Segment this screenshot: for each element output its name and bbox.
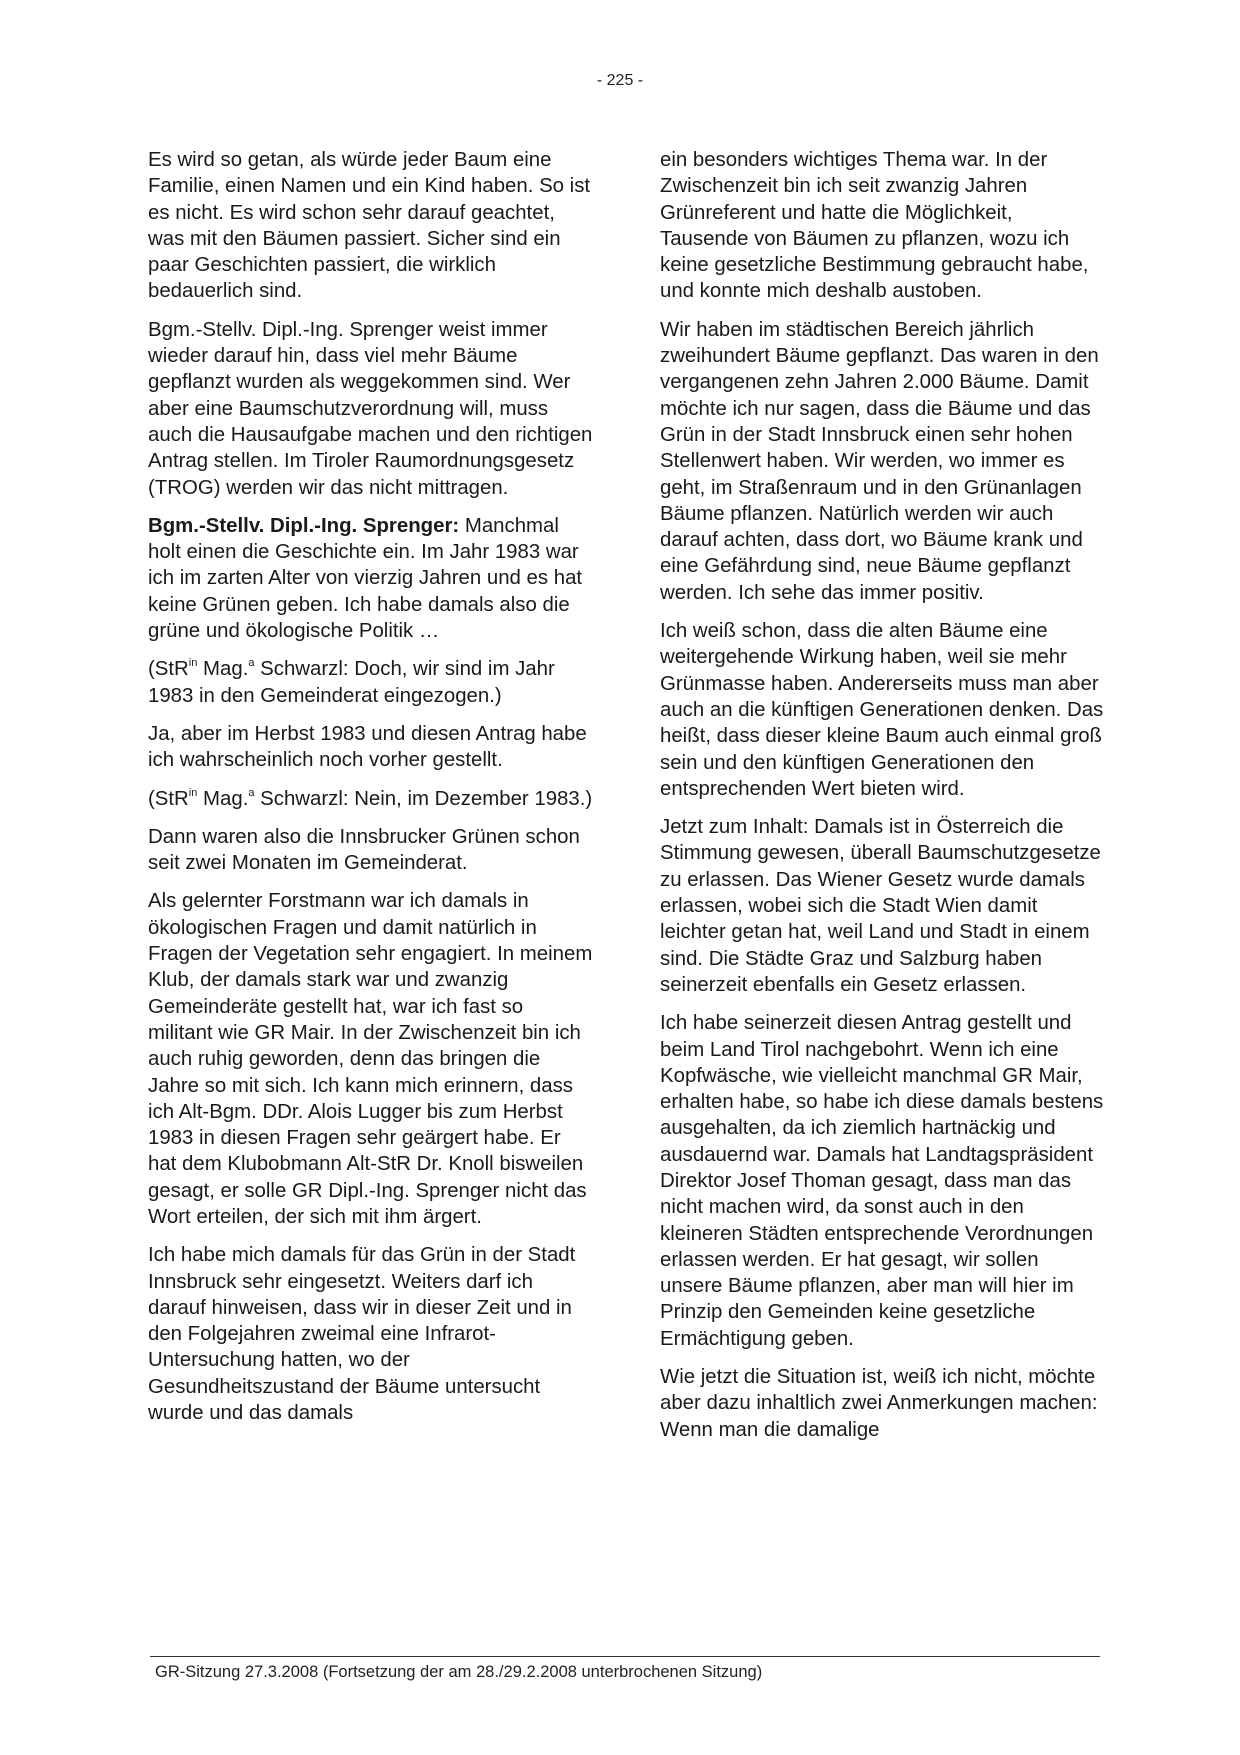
paragraph: Ich weiß schon, dass die alten Bäume eine weitergehende Wirkung haben, weil sie mehr Grünmasse haben. Andererseits muss man aber auch an die künftigen Generationen denken. Das heißt, dass dieser kleine Baum auch einmal groß sein und den künftigen Generationen den entsprechenden Wert bieten wird. — [660, 620, 1104, 800]
footer-divider — [150, 1656, 1100, 1657]
left-column — [148, 147, 593, 1438]
interjection-text: Schwarzl: Nein, im Dezember 1983.) — [254, 787, 593, 810]
paragraph: Bgm.-Stellv. Dipl.-Ing. Sprenger weist immer wieder darauf hin, dass viel mehr Bäume gepflanzt wurden als weggekommen sind. Wer aber eine Baumschutzverordnung will, muss auch die Hausaufgabe machen und den richtigen Antrag stellen. Im Tiroler Raumordnungsgesetz (TROG) werden wir das nicht mittragen. — [148, 318, 593, 499]
speaker-name: Bgm.-Stellv. Dipl.-Ing. Sprenger: — [148, 514, 460, 537]
paragraph: Als gelernter Forstmann war ich damals in ökologischen Fragen und damit natürlich in Fragen der Vegetation sehr engagiert. In meinem Klub, der damals stark war und zwanzig Gemeinderäte gestellt hat, war ich fast so militant wie GR Mair. In der Zwischenzeit bin ich auch ruhig geworden, denn das bringen die Jahre so mit sich. Ich kann mich erinnern, dass ich Alt-Bgm. DDr. Alois Lugger bis zum Herbst 1983 in diesen Fragen sehr geärgert habe. Er hat dem Klubobmann Alt-StR Dr. Knoll bisweilen gesagt, er solle GR Dipl.-Ing. Sprenger nicht das Wort erteilen, der sich mit ihm ärgert. — [148, 890, 593, 1228]
paragraph: Ich habe seinerzeit diesen Antrag gestellt und beim Land Tirol nachgebohrt. Wenn ich eine Kopfwäsche, wie vielleicht manchmal GR Mair, erhalten habe, so habe ich diese damals bestens ausgehalten, da ich ziemlich hartnäckig und ausdauernd war. Damals hat Landtagspräsident Direktor Josef Thoman gesagt, dass man das nicht machen wird, da sonst auch in den kleineren Städten entsprechende Verordnungen erlassen werden. Er hat gesagt, wir sollen unsere Bäume pflanzen, aber man will hier im Prinzip den Gemeinden keine gesetzliche Ermächtigung geben. — [660, 1012, 1104, 1350]
right-column — [660, 147, 1105, 1455]
superscript: a — [248, 657, 255, 670]
speaker-text: Manchmal holt einen die Geschichte ein. Im Jahr 1983 war ich im zarten Alter von vierzig Jahren und es hat keine Grünen geben. Ich habe damals also die grüne und ökologische Politik … — [148, 514, 583, 643]
interjection-text: Schwarzl: Doch, wir sind im Jahr 1983 in den Gemeinderat eingezogen.) — [148, 658, 555, 707]
paragraph: Es wird so getan, als würde jeder Baum eine Familie, einen Namen und ein Kind haben. So ist es nicht. Es wird schon sehr darauf geachtet, was mit den Bäumen passiert. Sicher sind ein paar Geschichten passiert, die wirklich bedauerlich sind. — [148, 149, 591, 303]
interjection-prefix: (StR — [148, 787, 189, 810]
paragraph: Wie jetzt die Situation ist, weiß ich nicht, möchte aber dazu inhaltlich zwei Anmerkungen machen: Wenn man die damalige — [660, 1366, 1098, 1441]
superscript: in — [188, 657, 198, 670]
superscript: a — [248, 786, 255, 799]
paragraph: Ja, aber im Herbst 1983 und diesen Antrag habe ich wahrscheinlich noch vorher gestellt. — [148, 722, 587, 772]
interjection-title: Mag. — [197, 658, 249, 681]
paragraph: Ich habe mich damals für das Grün in der Stadt Innsbruck sehr eingesetzt. Weiters darf ich darauf hinweisen, dass wir in dieser Zeit und in den Folgejahren zweimal eine Infrarot-Untersuchung hatten, wo der Gesundheitszustand der Bäume untersucht wurde und das damals — [148, 1244, 576, 1425]
paragraph: ein besonders wichtiges Thema war. In der Zwischenzeit bin ich seit zwanzig Jahren Grünreferent und hatte die Möglichkeit, Tausende von Bäumen zu pflanzen, wozu ich keine gesetzliche Bestimmung gebraucht habe, und konnte mich deshalb austoben. — [660, 149, 1089, 303]
interjection-title: Mag. — [197, 787, 249, 810]
paragraph: Dann waren also die Innsbrucker Grünen schon seit zwei Monaten im Gemeinderat. — [148, 825, 580, 875]
superscript: in — [188, 786, 198, 799]
page-number: - 225 - — [596, 72, 644, 89]
interjection-prefix: (StR — [148, 658, 189, 681]
interjection — [148, 656, 593, 709]
interjection — [148, 786, 593, 812]
speaker-paragraph — [148, 513, 593, 644]
page-footer: GR-Sitzung 27.3.2008 (Fortsetzung der am 28./29.2.2008 unterbrochenen Sitzung) — [155, 1663, 763, 1681]
paragraph: Jetzt zum Inhalt: Damals ist in Österreich die Stimmung gewesen, überall Baumschutzgesetze zu erlassen. Das Wiener Gesetz wurde damals erlassen, wobei sich die Stadt Wien damit leichter getan hat, weil Land und Stadt in einem sind. Die Städte Graz und Salzburg haben seinerzeit ebenfalls ein Gesetz erlassen. — [660, 816, 1101, 996]
paragraph: Wir haben im städtischen Bereich jährlich zweihundert Bäume gepflanzt. Das waren in den vergangenen zehn Jahren 2.000 Bäume. Damit möchte ich nur sagen, dass die Bäume und das Grün in der Stadt Innsbruck einen sehr hohen Stellenwert haben. Wir werden, wo immer es geht, im Straßenraum und in den Grünanlagen Bäume pflanzen. Natürlich werden wir auch darauf achten, dass dort, wo Bäume krank und eine Gefährdung sind, neue Bäume gepflanzt werden. Ich sehe das immer positiv. — [660, 318, 1099, 604]
